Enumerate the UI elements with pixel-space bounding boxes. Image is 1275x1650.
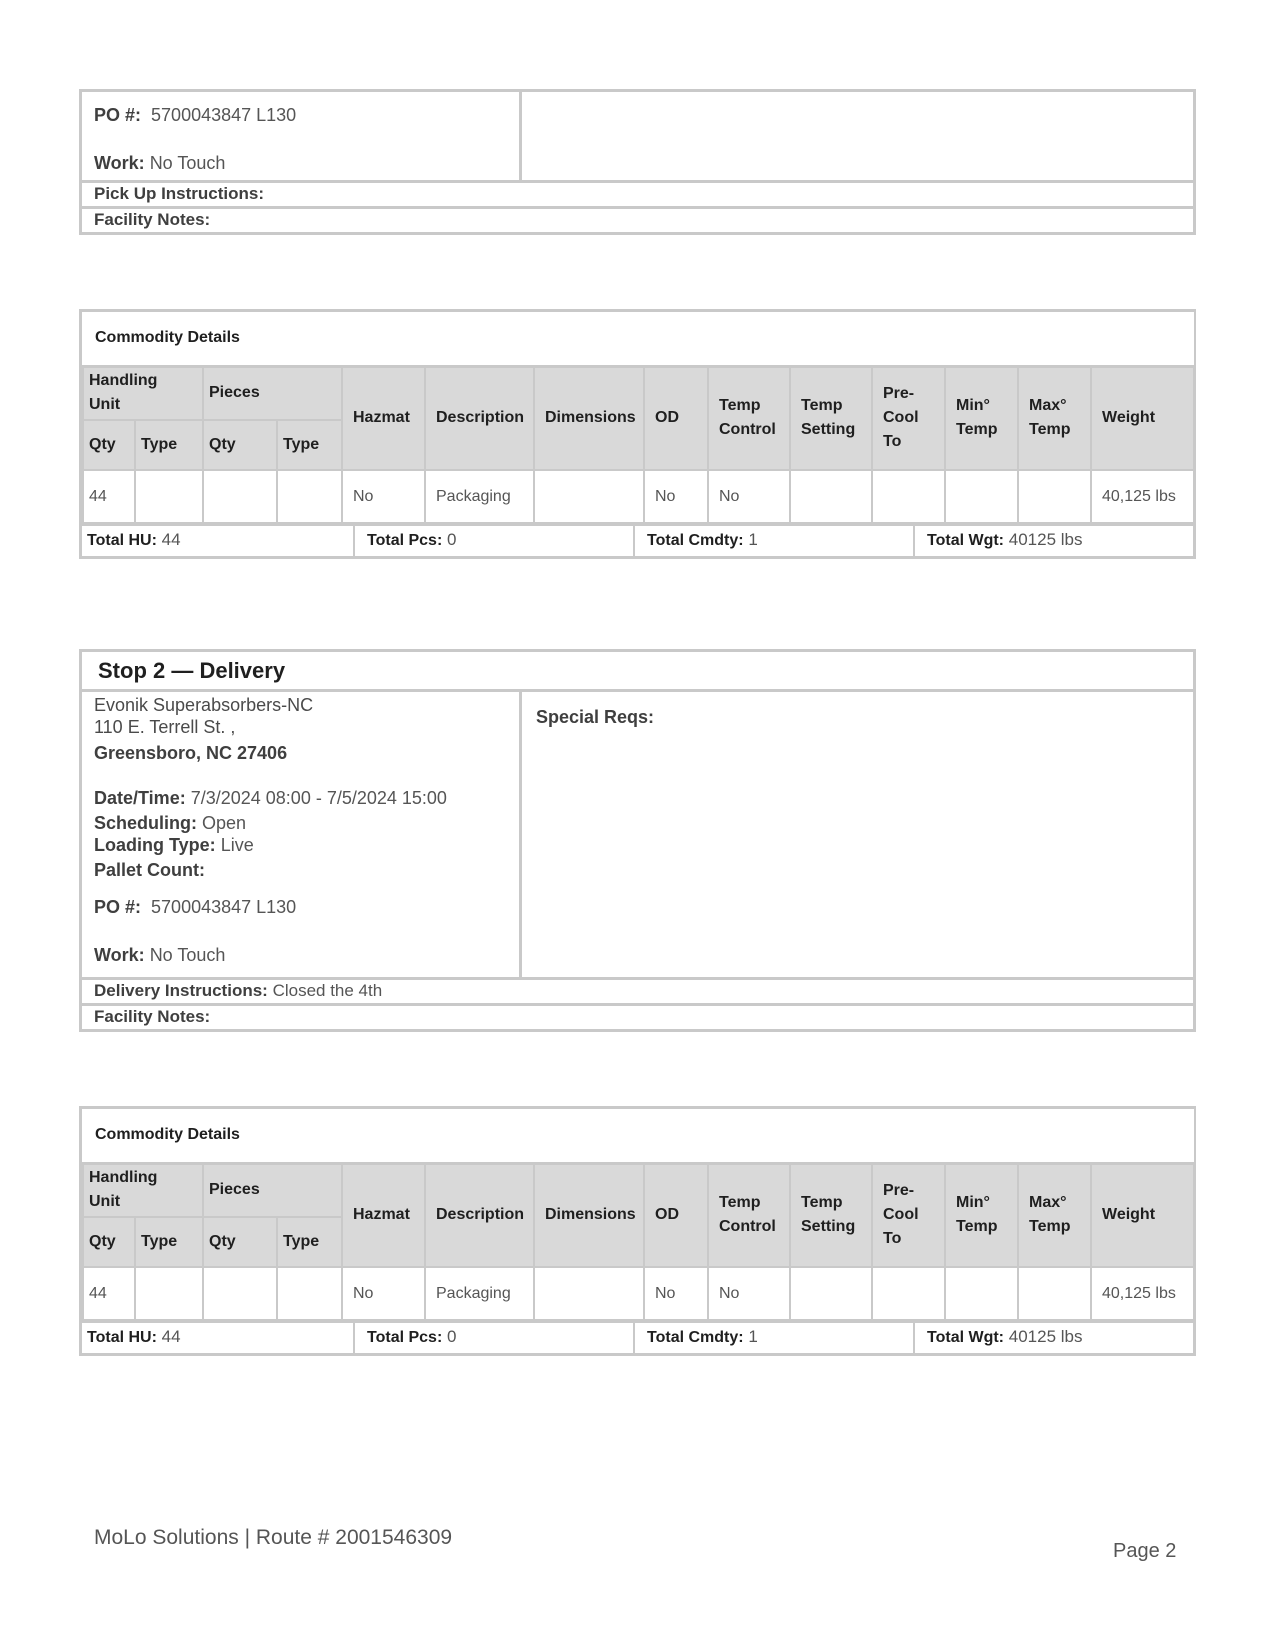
total-wgt-value: 40125 lbs	[1008, 1327, 1083, 1346]
cell-weight: 40,125 lbs	[1091, 470, 1194, 523]
cell-hazmat: No	[342, 470, 425, 523]
cell-min-temp	[945, 1267, 1018, 1320]
cell-od: No	[644, 470, 708, 523]
stop2-facility-notes	[79, 1006, 1196, 1032]
header-dimensions: Dimensions	[534, 1163, 644, 1267]
commodity-table-2	[79, 1106, 1196, 1356]
cell-temp-control: No	[708, 470, 790, 523]
total-hu-label: Total HU:	[87, 1329, 157, 1346]
cell-description: Packaging	[425, 470, 534, 523]
total-wgt	[915, 1323, 1193, 1353]
total-hu	[82, 1323, 355, 1353]
delivery-value: Closed the 4th	[272, 981, 383, 1000]
work-label: Work:	[94, 153, 145, 173]
cell-hazmat: No	[342, 1267, 425, 1320]
header-hazmat: Hazmat	[342, 1163, 425, 1267]
header-temp-setting: Temp Setting	[790, 366, 872, 470]
stop2-info-right	[522, 692, 1193, 977]
header-pieces: Pieces	[203, 1163, 342, 1217]
header-pre-cool: Pre-Cool To	[872, 366, 945, 470]
po-label: PO #:	[94, 105, 142, 125]
stop1-work-row	[94, 152, 507, 174]
stop2-address: 110 E. Terrell St. ,	[94, 717, 236, 737]
totals-row	[82, 524, 1193, 556]
total-wgt-value: 40125 lbs	[1008, 530, 1083, 549]
stop1-info-right	[522, 92, 1193, 180]
total-hu-label: Total HU:	[87, 532, 157, 549]
total-pcs-label: Total Pcs:	[367, 532, 443, 549]
facility-label: Facility Notes:	[94, 1007, 211, 1026]
header-max-temp: Max° Temp	[1018, 1163, 1091, 1267]
total-pcs	[355, 1323, 635, 1353]
header-od: OD	[644, 1163, 708, 1267]
cell-description: Packaging	[425, 1267, 534, 1320]
stop2-work-row	[94, 944, 507, 966]
cell-dimensions	[534, 1267, 644, 1320]
header-hazmat: Hazmat	[342, 366, 425, 470]
header-handling-unit: Handling Unit	[83, 366, 203, 420]
header-description: Description	[425, 366, 534, 470]
cell-temp-setting	[790, 470, 872, 523]
cell-od: No	[644, 1267, 708, 1320]
cell-pcs-type	[277, 470, 342, 523]
pickup-label: Pick Up Instructions:	[94, 184, 265, 203]
header-pcs-qty: Qty	[203, 1217, 277, 1267]
header-hu-qty: Qty	[83, 1217, 135, 1267]
header-max-temp: Max° Temp	[1018, 366, 1091, 470]
cell-hu-qty: 44	[83, 1267, 135, 1320]
scheduling-value: Open	[202, 813, 247, 833]
total-wgt	[915, 526, 1193, 556]
header-temp-control: Temp Control	[708, 366, 790, 470]
pallet-label: Pallet Count:	[94, 860, 205, 880]
totals-row	[82, 1321, 1193, 1353]
header-hu-type: Type	[135, 420, 203, 470]
cell-temp-setting	[790, 1267, 872, 1320]
stop1-po-row	[94, 104, 507, 126]
page-number: Page 2	[1113, 1540, 1177, 1562]
header-od: OD	[644, 366, 708, 470]
cell-hu-qty: 44	[83, 470, 135, 523]
cell-pre-cool	[872, 1267, 945, 1320]
stop2-company: Evonik Superabsorbers-NC	[94, 695, 314, 715]
loading-label: Loading Type:	[94, 835, 216, 855]
total-wgt-label: Total Wgt:	[927, 1329, 1005, 1346]
cell-hu-type	[135, 470, 203, 523]
scheduling-label: Scheduling:	[94, 813, 197, 833]
header-dimensions: Dimensions	[534, 366, 644, 470]
commodity-table-1	[79, 309, 1196, 559]
stop1-info-box	[79, 89, 1196, 183]
total-pcs-value: 0	[447, 530, 457, 549]
po-value: 5700043847 L130	[151, 105, 297, 125]
header-pieces: Pieces	[203, 366, 342, 420]
stop1-info-left	[82, 92, 522, 180]
cell-hu-type	[135, 1267, 203, 1320]
total-cmdty-value: 1	[748, 1327, 758, 1346]
total-cmdty-label: Total Cmdty:	[647, 1329, 744, 1346]
header-weight: Weight	[1091, 366, 1194, 470]
stop2-delivery-instructions	[79, 980, 1196, 1006]
stop2-info	[82, 692, 1193, 977]
work-label: Work:	[94, 945, 145, 965]
total-cmdty-value: 1	[748, 530, 758, 549]
special-reqs-label: Special Reqs:	[536, 707, 655, 727]
stop2-loading-row	[94, 834, 507, 856]
total-pcs	[355, 526, 635, 556]
cell-temp-control: No	[708, 1267, 790, 1320]
work-value: No Touch	[149, 153, 226, 173]
stop2-city-state-zip: Greensboro, NC 27406	[94, 743, 288, 763]
cell-pcs-qty	[203, 470, 277, 523]
header-min-temp: Min° Temp	[945, 1163, 1018, 1267]
header-pcs-type: Type	[277, 420, 342, 470]
delivery-label: Delivery Instructions:	[94, 981, 268, 1000]
stop2-pallet-row	[94, 859, 507, 881]
total-hu-value: 44	[161, 1327, 181, 1346]
header-temp-control: Temp Control	[708, 1163, 790, 1267]
total-hu	[82, 526, 355, 556]
cell-pre-cool	[872, 470, 945, 523]
total-cmdty	[635, 526, 915, 556]
header-temp-setting: Temp Setting	[790, 1163, 872, 1267]
stop2-scheduling-row	[94, 812, 507, 834]
stop1-facility-notes	[79, 209, 1196, 235]
po-label: PO #:	[94, 897, 142, 917]
datetime-value: 7/3/2024 08:00 - 7/5/2024 15:00	[190, 788, 447, 808]
po-value: 5700043847 L130	[151, 897, 297, 917]
cell-max-temp	[1018, 470, 1091, 523]
header-description: Description	[425, 1163, 534, 1267]
stop2-title: Stop 2 — Delivery	[82, 652, 1193, 692]
cell-pcs-qty	[203, 1267, 277, 1320]
cell-weight: 40,125 lbs	[1091, 1267, 1194, 1320]
total-pcs-value: 0	[447, 1327, 457, 1346]
facility-label: Facility Notes:	[94, 210, 211, 229]
total-pcs-label: Total Pcs:	[367, 1329, 443, 1346]
datetime-label: Date/Time:	[94, 788, 186, 808]
stop2-datetime-row	[94, 787, 507, 809]
total-wgt-label: Total Wgt:	[927, 532, 1005, 549]
commodity-title: Commodity Details	[83, 1109, 1194, 1163]
header-handling-unit: Handling Unit	[83, 1163, 203, 1217]
stop2-po-row	[94, 896, 507, 918]
header-weight: Weight	[1091, 1163, 1194, 1267]
loading-value: Live	[220, 835, 254, 855]
header-pre-cool: Pre-Cool To	[872, 1163, 945, 1267]
footer-route: MoLo Solutions | Route # 2001546309	[94, 1526, 453, 1549]
cell-max-temp	[1018, 1267, 1091, 1320]
header-hu-type: Type	[135, 1217, 203, 1267]
total-cmdty-label: Total Cmdty:	[647, 532, 744, 549]
stop1-pickup-instructions	[79, 183, 1196, 209]
table-row	[83, 1267, 1194, 1320]
total-cmdty	[635, 1323, 915, 1353]
header-min-temp: Min° Temp	[945, 366, 1018, 470]
header-pcs-qty: Qty	[203, 420, 277, 470]
work-value: No Touch	[149, 945, 226, 965]
header-hu-qty: Qty	[83, 420, 135, 470]
cell-dimensions	[534, 470, 644, 523]
header-pcs-type: Type	[277, 1217, 342, 1267]
stop2-box	[79, 649, 1196, 980]
total-hu-value: 44	[161, 530, 181, 549]
cell-pcs-type	[277, 1267, 342, 1320]
cell-min-temp	[945, 470, 1018, 523]
commodity-title: Commodity Details	[83, 312, 1194, 366]
stop2-info-left	[82, 692, 522, 977]
table-row	[83, 470, 1194, 523]
